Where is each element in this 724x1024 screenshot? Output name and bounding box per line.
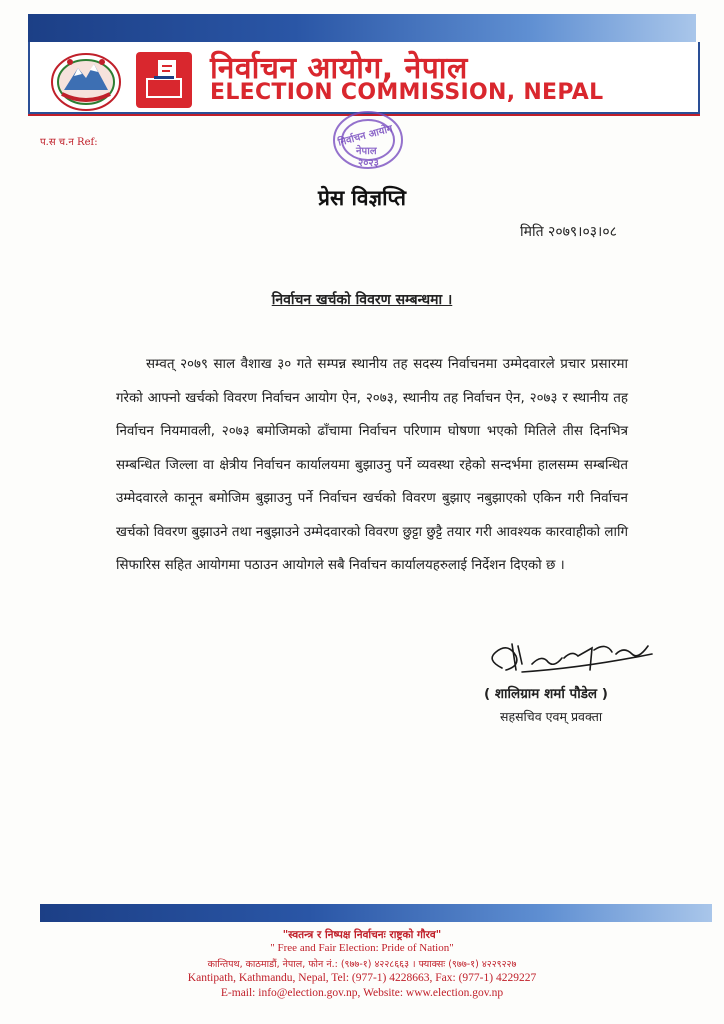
nepal-emblem-icon xyxy=(48,48,124,112)
footer-contact: E-mail: info@election.gov.np, Website: www.election.gov.np xyxy=(220,987,504,999)
svg-text:नेपाल: नेपाल xyxy=(356,146,377,157)
footer-address-nepali: कान्तिपथ, काठमाडौं, नेपाल, फोन नं.: (९७७-१) ४२२८६६३ । फ्याक्सः (९७७-१) ४२२९२२७ xyxy=(207,959,517,970)
official-stamp-icon xyxy=(318,96,418,176)
election-commission-logo-icon xyxy=(136,52,192,108)
document-subject xyxy=(0,290,724,309)
footer-motto-english: " Free and Fair Election: Pride of Nation" xyxy=(270,942,454,954)
reference-label: प.स च.न Ref: xyxy=(40,137,98,148)
footer-motto-nepali: "स्वतन्त्र र निष्पक्ष निर्वाचनः राष्ट्रको गौरव" xyxy=(282,929,442,941)
header-band xyxy=(28,14,696,42)
document-body: सम्वत् २०७९ साल वैशाख ३० गते सम्पन्न स्थानीय तह सदस्य निर्वाचनमा उम्मेदवारले प्रचार प्रसारमा गरेको आफ्नो खर्चको विवरण निर्वाचन आयोग ऐन, २०७३, स्थानीय तह निर्वाचन ऐन, २०७३ र स्थानीय तह निर्वाचन नियमावली, २०७३ बमोजिमको ढाँचामा निर्वाचन परिणाम घोषणा भएको मितिले तीस दिनभित्र सम्बन्धित जिल्ला वा क्षेत्रीय निर्वाचन कार्यालयमा बुझाउनु पर्ने व्यवस्था रहेको सन्दर्भमा हालसम्म सम्बन्धित उम्मेदवारले कानून बमोजिम बुझाउनु पर्ने निर्वाचन खर्चको विवरण बुझाए नबुझाएको एकिन गरी निर्वाचन खर्चको विवरण बुझाउने तथा नबुझाउने उम्मेदवारको विवरण छुट्टा छुट्टै तयार गरी आवश्यक कारवाहीको लागि सिफारिस सहित आयोगमा पठाउन आयोगले सबै निर्वाचन कार्यालयहरुलाई निर्देशन दिएको छ । xyxy=(116,357,628,573)
signer-designation: सहसचिव एवम् प्रवक्ता xyxy=(500,709,603,724)
document-heading: प्रेस विज्ञप्ति xyxy=(318,186,406,210)
handwritten-signature-icon xyxy=(482,624,668,686)
subject-text: निर्वाचन खर्चको विवरण सम्बन्धमा । xyxy=(271,292,453,308)
commission-title-nepali: निर्वाचन आयोग, नेपाल xyxy=(210,51,468,86)
document-date: मिति २०७९।०३।०८ xyxy=(520,224,617,240)
footer-address-english: Kantipath, Kathmandu, Nepal, Tel: (977-1) 4228663, Fax: (977-1) 4229227 xyxy=(187,972,537,984)
svg-text:निर्वाचन आयोग: निर्वाचन आयोग xyxy=(336,123,394,149)
footer-band xyxy=(40,904,712,922)
signer-name: ( शालिग्राम शर्मा पौडेल ) xyxy=(484,686,608,702)
svg-text:२०२३: २०२३ xyxy=(358,158,379,169)
commission-title-english: ELECTION COMMISSION, NEPAL xyxy=(210,80,604,105)
